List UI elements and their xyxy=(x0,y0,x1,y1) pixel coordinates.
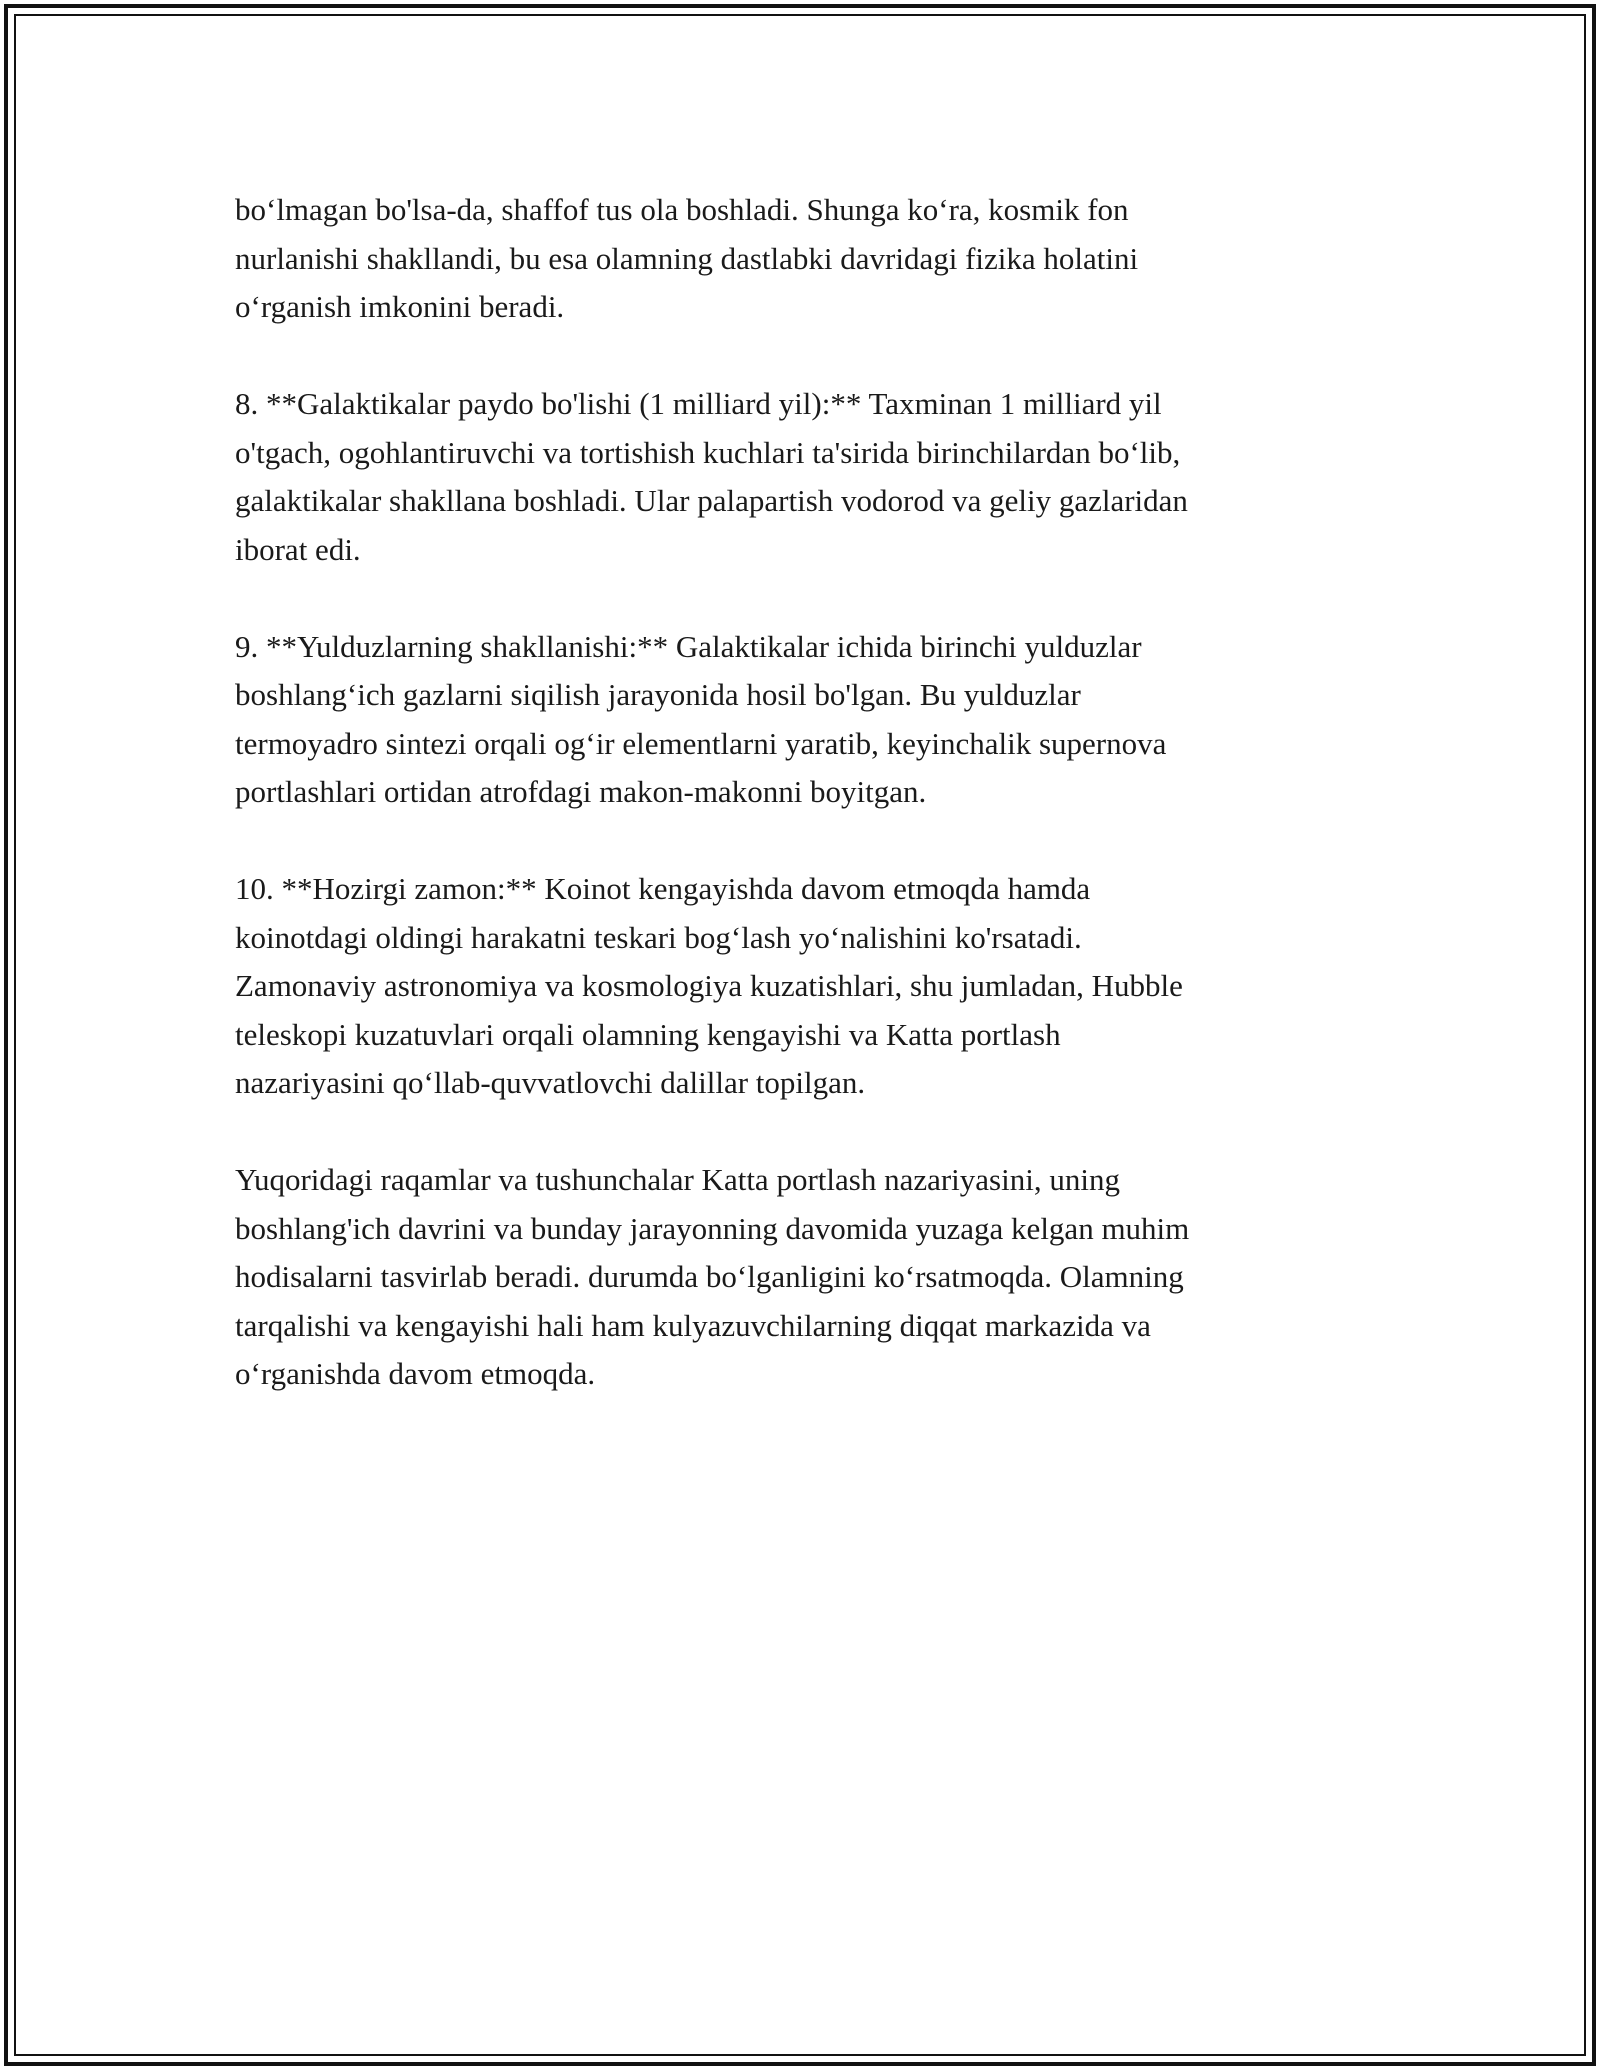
text-line: koinotdagi oldingi harakatni teskari bog‘lash yo‘nalishini ko'rsatadi. xyxy=(235,919,1082,955)
text-line: portlashlari ortidan atrofdagi makon-makonni boyitgan. xyxy=(235,774,927,809)
text-line: termoyadro sintezi orqali og‘ir elementlarni yaratib, keyinchalik supernova xyxy=(235,725,1167,761)
text-line: boshlang‘ich gazlarni siqilish jarayonida hosil bo'lgan. Bu yulduzlar xyxy=(235,677,1081,712)
text-line: tarqalishi va kengayishi hali ham kulyazuvchilarning diqqat markazida va xyxy=(235,1307,1151,1343)
paragraph-conclusion xyxy=(235,1156,1375,1399)
text-line: boshlang'ich davrini va bunday jarayonning davomida yuzaga kelgan muhim xyxy=(235,1210,1190,1246)
text-line: 9. **Yulduzlarning shakllanishi:** Galaktikalar ichida birinchi yulduzlar xyxy=(235,628,1142,664)
paragraph-item-10 xyxy=(235,865,1375,1108)
text-line: teleskopi kuzatuvlari orqali olamning kengayishi va Katta portlash xyxy=(235,1016,1061,1052)
text-line: hodisalarni tasvirlab beradi. durumda bo‘lganligini ko‘rsatmoqda. Olamning xyxy=(235,1259,1184,1294)
text-line: o‘rganishda davom etmoqda. xyxy=(235,1356,596,1391)
paragraph-item-9 xyxy=(235,623,1375,817)
text-line: o'tgach, ogohlantiruvchi va tortishish kuchlari ta'sirida birinchilardan bo‘lib, xyxy=(235,434,1181,470)
text-line: o‘rganish imkonini beradi. xyxy=(235,289,565,324)
text-line: nazariyasini qo‘llab-quvvatlovchi dalillar topilgan. xyxy=(235,1065,866,1100)
text-line: bo‘lmagan bo'lsa-da, shaffof tus ola boshladi. Shunga ko‘ra, kosmik fon xyxy=(235,192,1129,227)
paragraph-continuation xyxy=(235,186,1375,332)
text-line: 10. **Hozirgi zamon:** Koinot kengayishda davom etmoqda hamda xyxy=(235,871,1091,906)
text-line: Zamonaviy astronomiya va kosmologiya kuzatishlari, shu jumladan, Hubble xyxy=(235,968,1183,1003)
text-line: 8. **Galaktikalar paydo bo'lishi (1 milliard yil):** Taxminan 1 milliard yil xyxy=(235,386,1162,421)
text-line: iborat edi. xyxy=(235,531,361,567)
text-line: nurlanishi shakllandi, bu esa olamning dastlabki davridagi fizika holatini xyxy=(235,240,1139,276)
text-line: galaktikalar shakllana boshladi. Ular palapartish vodorod va geliy gazlaridan xyxy=(235,483,1188,518)
text-line: Yuqoridagi raqamlar va tushunchalar Katta portlash nazariyasini, uning xyxy=(235,1162,1120,1197)
document-body xyxy=(235,186,1375,1447)
paragraph-item-8 xyxy=(235,380,1375,574)
